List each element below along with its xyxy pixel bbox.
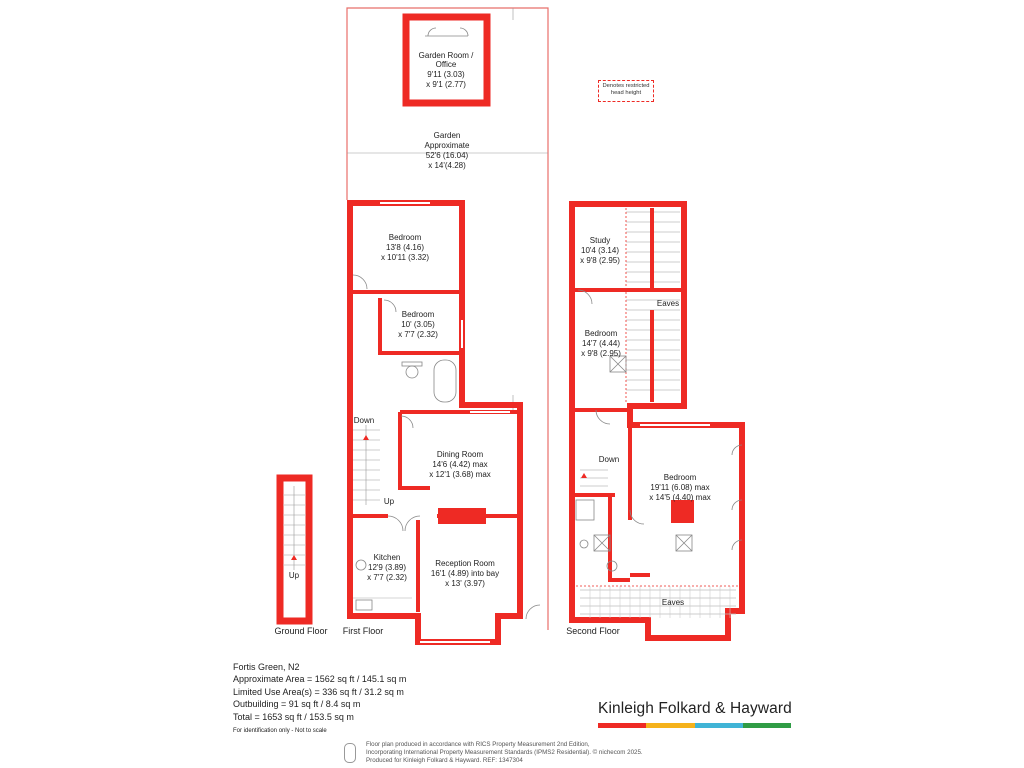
total-area: Total = 1653 sq ft / 153.5 sq m: [233, 711, 354, 722]
svg-text:Garden Room /: Garden Room /: [418, 51, 474, 60]
second-floor-plan: [572, 204, 742, 638]
svg-text:x 7'7 (2.32): x 7'7 (2.32): [367, 573, 407, 582]
svg-text:52'6 (16.04): 52'6 (16.04): [425, 151, 469, 160]
svg-text:Study: Study: [589, 236, 611, 245]
room-label-garden-room: [419, 51, 474, 89]
room-label-bedroom-1: [381, 233, 429, 262]
svg-text:Garden: Garden: [433, 131, 461, 140]
brand-color-bar: [598, 723, 791, 728]
svg-text:10' (3.05): 10' (3.05): [401, 320, 435, 329]
room-label-kitchen: [367, 553, 407, 582]
svg-text:Office: Office: [435, 60, 457, 69]
approximate-area: Approximate Area = 1562 sq ft / 145.1 sq m: [233, 674, 407, 685]
svg-text:13'8 (4.16): 13'8 (4.16): [386, 243, 424, 252]
svg-text:14'7 (4.44): 14'7 (4.44): [582, 339, 620, 348]
room-label-bedroom-4: [649, 473, 711, 502]
svg-text:Kitchen: Kitchen: [373, 553, 401, 562]
svg-text:Approximate: Approximate: [424, 141, 470, 150]
room-label-study: [580, 236, 620, 265]
scale-note: For identification only - Not to scale: [233, 728, 327, 735]
svg-text:Dining Room: Dining Room: [436, 450, 484, 459]
svg-text:9'11 (3.03): 9'11 (3.03): [427, 70, 465, 79]
svg-text:19'11 (6.08) max: 19'11 (6.08) max: [650, 483, 710, 492]
footer-line-3: Produced for Kinleigh Folkard & Hayward. REF: 1347304: [366, 757, 523, 765]
address: Fortis Green, N2: [233, 662, 300, 672]
floor-label-second: Second Floor: [566, 626, 620, 636]
svg-text:Bedroom: Bedroom: [401, 310, 435, 319]
footer-line-1: Floor plan produced in accordance with RICS Property Measurement 2nd Edition,: [366, 741, 590, 748]
eaves-label-1: Eaves: [656, 299, 680, 308]
svg-text:Bedroom: Bedroom: [584, 329, 618, 338]
outbuilding-area: Outbuilding = 91 sq ft / 8.4 sq m: [233, 699, 361, 710]
room-label-bedroom-3: [581, 329, 621, 358]
svg-text:x 9'8 (2.95): x 9'8 (2.95): [580, 256, 620, 265]
ground-stairs-up-label: Up: [288, 571, 300, 580]
measurement-standard-icon: [344, 743, 356, 763]
stairs-down-label-2: Down: [598, 455, 620, 464]
svg-text:x 9'1 (2.77): x 9'1 (2.77): [426, 80, 466, 89]
svg-text:x 12'1 (3.68) max: x 12'1 (3.68) max: [429, 470, 491, 479]
svg-text:x 7'7 (2.32): x 7'7 (2.32): [398, 330, 438, 339]
room-label-garden: [425, 131, 470, 170]
property-info: [233, 661, 406, 737]
svg-text:Reception Room: Reception Room: [435, 559, 495, 568]
restricted-height-legend: Denotes restricted head height: [598, 80, 654, 102]
svg-text:x 10'11 (3.32): x 10'11 (3.32): [380, 253, 430, 262]
svg-text:10'4 (3.14): 10'4 (3.14): [581, 246, 619, 255]
ground-floor-plan: [280, 478, 309, 621]
svg-text:Bedroom: Bedroom: [388, 233, 422, 242]
svg-text:12'9 (3.89): 12'9 (3.89): [368, 563, 406, 572]
stairs-up-label: Up: [383, 497, 395, 506]
brand-name: Kinleigh Folkard & Hayward: [598, 700, 792, 717]
svg-text:Bedroom: Bedroom: [663, 473, 697, 482]
eaves-label-2: Eaves: [661, 598, 685, 607]
room-label-reception-room: [431, 559, 499, 588]
svg-text:x 9'8 (2.95): x 9'8 (2.95): [581, 349, 621, 358]
svg-text:16'1 (4.89) into bay: 16'1 (4.89) into bay: [430, 569, 500, 578]
footer-line-2: Incorporating International Property Measurement Standards (IPMS2 Residential). © nichecom 2025.: [366, 749, 643, 757]
stairs-down-label: Down: [353, 416, 375, 425]
floor-label-ground: Ground Floor: [274, 626, 328, 636]
svg-text:x 14'(4.28): x 14'(4.28): [428, 161, 466, 170]
footer-notes: [366, 741, 643, 766]
svg-text:x 14'5 (4.40) max: x 14'5 (4.40) max: [649, 493, 711, 502]
svg-text:x 13' (3.97): x 13' (3.97): [445, 579, 485, 588]
limited-use-area: Limited Use Area(s) = 336 sq ft / 31.2 sq m: [233, 686, 404, 697]
room-label-bedroom-2: [398, 310, 438, 339]
room-label-dining-room: [429, 450, 491, 479]
svg-text:14'6 (4.42) max: 14'6 (4.42) max: [432, 460, 488, 469]
floor-label-first: First Floor: [342, 626, 384, 636]
